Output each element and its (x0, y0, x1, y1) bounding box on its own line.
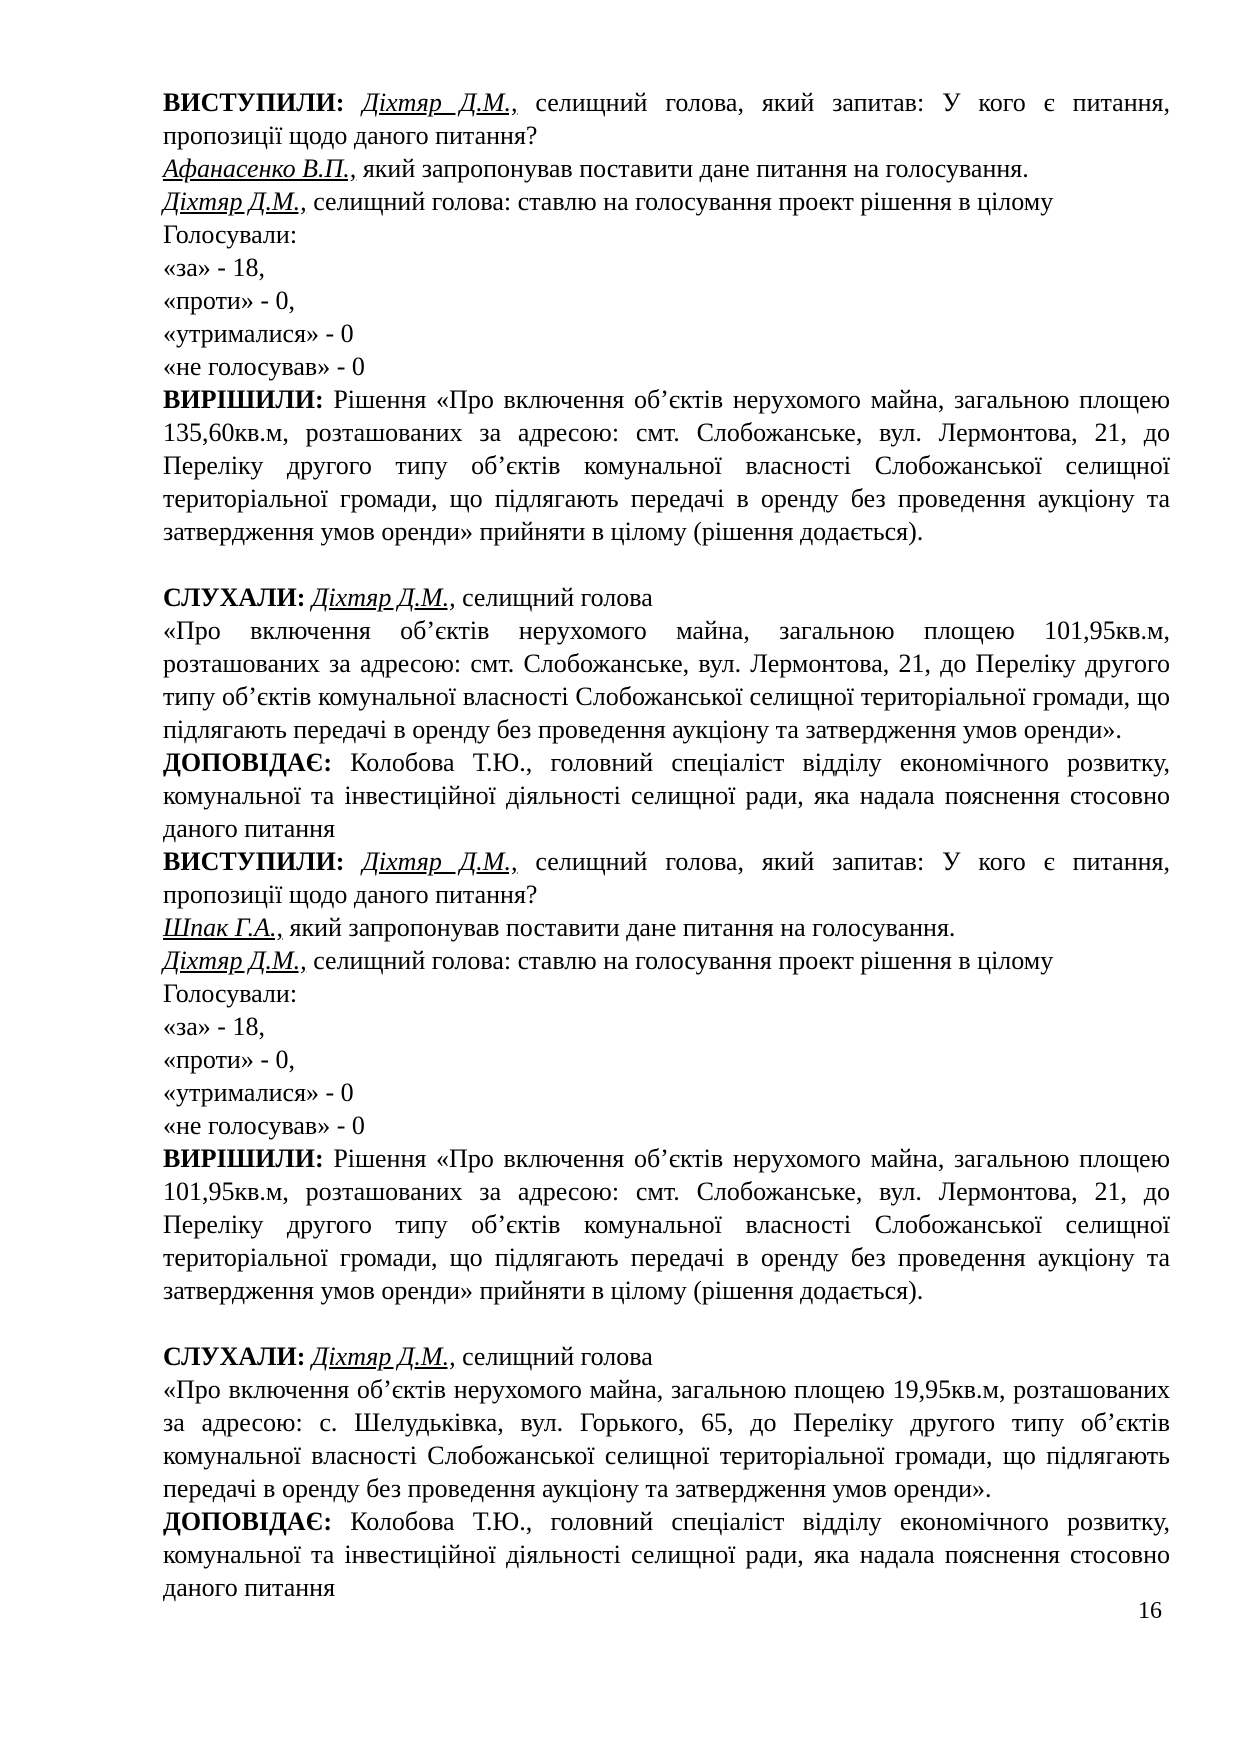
paragraph-text: який запропонував поставити дане питання на голосування. (362, 154, 1029, 183)
paragraph-heard (163, 581, 1170, 614)
keyword-label: ДОПОВІДАЄ: (163, 1507, 332, 1536)
page-number: 16 (1138, 1598, 1162, 1624)
paragraph-text: який запропонував поставити дане питання на голосування. (289, 913, 956, 942)
paragraph-decision (163, 1142, 1170, 1307)
document-body (163, 86, 1170, 1604)
person-name: Шпак Г.А., (163, 913, 283, 942)
paragraph-speakers (163, 86, 1170, 152)
person-name: Діхтяр Д.М., (311, 583, 456, 612)
paragraph-reporter (163, 1505, 1170, 1604)
paragraph-reporter (163, 746, 1170, 845)
paragraph-text: селищний голова: ставлю на голосування проект рішення в цілому (313, 187, 1054, 216)
vote-not-voted: «не голосував» - 0 (163, 1111, 365, 1140)
keyword-label: ВИСТУПИЛИ: (163, 88, 345, 117)
vote-heading: Голосували: (163, 220, 298, 249)
vote-abstained: «утрималися» - 0 (163, 1078, 354, 1107)
paragraph-agenda-item: «Про включення об’єктів нерухомого майна, загальною площею 101,95кв.м, розташованих за адресою: смт. Слобожанське, вул. Лермонтова, 21, до Переліку другого типу об’єктів комунальної власності Слобожанської селищної територіальної громади, що підлягають передачі в оренду без проведення аукціону та затвердження умов оренди». (163, 616, 1170, 744)
vote-against: «проти» - 0, (163, 286, 296, 315)
person-name: Афанасенко В.П., (163, 154, 357, 183)
vote-heading: Голосували: (163, 979, 298, 1008)
paragraph-text: Рішення «Про включення об’єктів нерухомого майна, загальною площею 135,60кв.м, розташованих за адресою: смт. Слобожанське, вул. Лермонтова, 21, до Переліку другого типу об’єктів комунальної власності Слобожанської селищної територіальної громади, що підлягають передачі в оренду без проведення аукціону та затвердження умов оренди» прийняти в цілому (рішення додається). (163, 385, 1170, 546)
paragraph-heard (163, 1340, 1170, 1373)
paragraph-agenda-item: «Про включення об’єктів нерухомого майна, загальною площею 19,95кв.м, розташованих за адресою: с. Шелудьківка, вул. Горького, 65, до Переліку другого типу об’єктів комунальної власності Слобожанської селищної територіальної громади, що підлягають передачі в оренду без проведення аукціону та затвердження умов оренди». (163, 1375, 1170, 1503)
paragraph-text: селищний голова, який запитав: У кого є питання, пропозиції щодо даного питання? (163, 847, 1171, 909)
paragraph-speakers (163, 845, 1170, 911)
keyword-label: ВИРІШИЛИ: (163, 385, 324, 414)
paragraph-decision (163, 383, 1170, 548)
section-gap (163, 1307, 1170, 1340)
vote-abstained: «утрималися» - 0 (163, 319, 354, 348)
vote-not-voted: «не голосував» - 0 (163, 352, 365, 381)
keyword-label: ВИСТУПИЛИ: (163, 847, 345, 876)
person-name: Діхтяр Д.М., (362, 847, 518, 876)
person-name: Діхтяр Д.М., (311, 1342, 456, 1371)
section-gap (163, 548, 1170, 581)
paragraph-vote-call (163, 185, 1170, 218)
paragraph-text: Рішення «Про включення об’єктів нерухомого майна, загальною площею 101,95кв.м, розташованих за адресою: смт. Слобожанське, вул. Лермонтова, 21, до Переліку другого типу об’єктів комунальної власності Слобожанської селищної територіальної громади, що підлягають передачі в оренду без проведення аукціону та затвердження умов оренди» прийняти в цілому (рішення додається). (163, 1144, 1170, 1305)
paragraph-text: Колобова Т.Ю., головний спеціаліст відділу економічного розвитку, комунальної та інвестиційної діяльності селищної ради, яка надала пояснення стосовно даного питання (163, 1507, 1170, 1602)
person-name: Діхтяр Д.М., (163, 187, 307, 216)
keyword-label: СЛУХАЛИ: (163, 583, 306, 612)
paragraph-proposal (163, 911, 1170, 944)
vote-against: «проти» - 0, (163, 1045, 296, 1074)
person-name: Діхтяр Д.М., (362, 88, 518, 117)
paragraph-proposal (163, 152, 1170, 185)
keyword-label: СЛУХАЛИ: (163, 1342, 306, 1371)
vote-for: «за» - 18, (163, 253, 265, 282)
paragraph-text: селищний голова, який запитав: У кого є питання, пропозиції щодо даного питання? (163, 88, 1171, 150)
paragraph-text: Колобова Т.Ю., головний спеціаліст відділу економічного розвитку, комунальної та інвестиційної діяльності селищної ради, яка надала пояснення стосовно даного питання (163, 748, 1170, 843)
keyword-label: ДОПОВІДАЄ: (163, 748, 332, 777)
vote-for: «за» - 18, (163, 1012, 265, 1041)
paragraph-vote-call (163, 944, 1170, 977)
paragraph-text: селищний голова (462, 1342, 653, 1371)
person-name: Діхтяр Д.М., (163, 946, 307, 975)
paragraph-text: селищний голова: ставлю на голосування проект рішення в цілому (313, 946, 1054, 975)
paragraph-text: селищний голова (462, 583, 653, 612)
keyword-label: ВИРІШИЛИ: (163, 1144, 324, 1173)
